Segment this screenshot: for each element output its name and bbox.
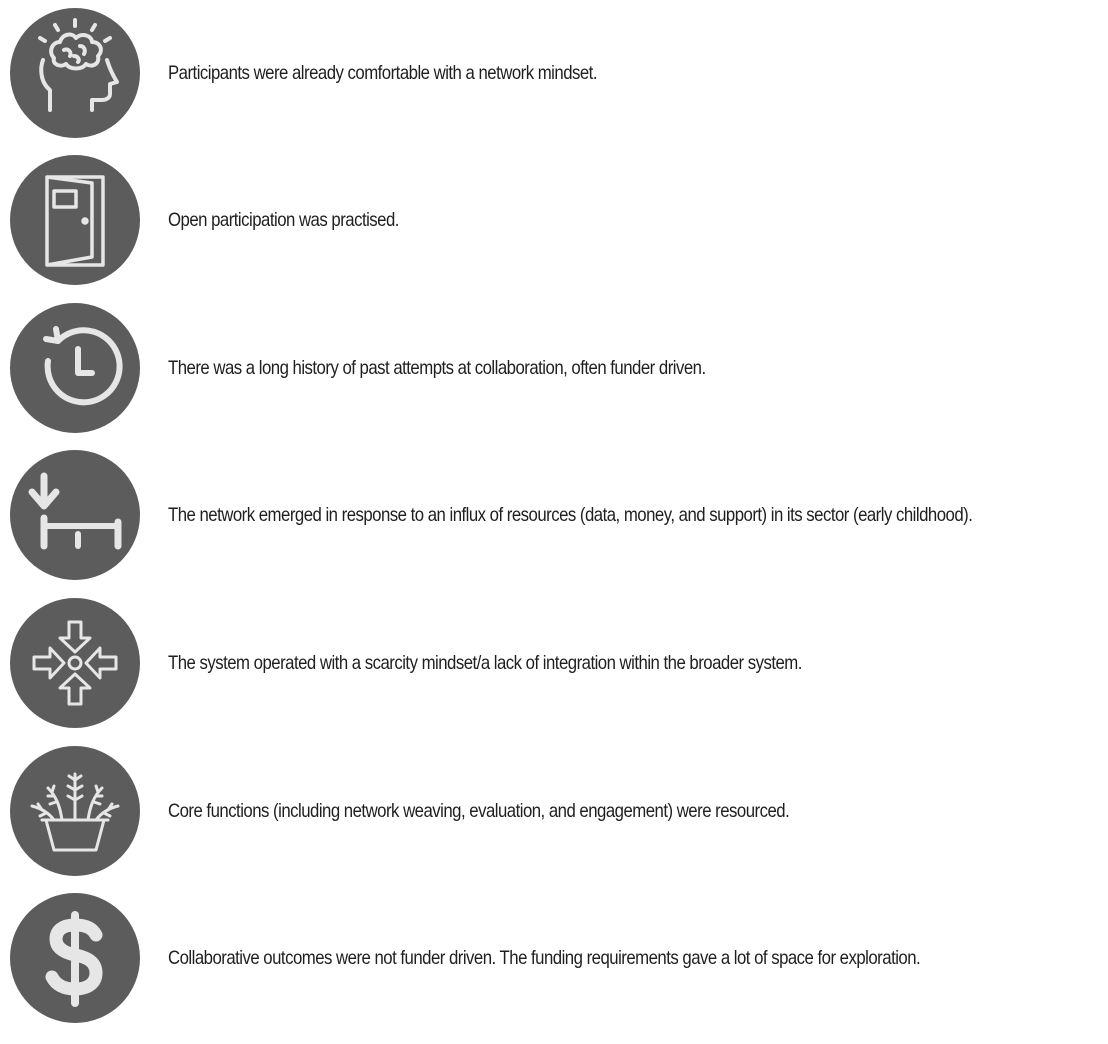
item-text: There was a long history of past attempts at collaboration, often funder driven. bbox=[168, 356, 706, 379]
item-text: Participants were already comfortable with a network mindset. bbox=[168, 61, 597, 84]
wheat-basket-icon bbox=[10, 746, 140, 876]
converging-arrows-icon bbox=[10, 598, 140, 728]
item-text: Core functions (including network weaving, evaluation, and engagement) were resourced. bbox=[168, 799, 790, 822]
list-item bbox=[0, 155, 1108, 285]
list-item bbox=[0, 598, 1108, 728]
item-text: Open participation was practised. bbox=[168, 208, 399, 231]
head-brain-icon bbox=[10, 8, 140, 138]
item-text: The system operated with a scarcity mindset/a lack of integration within the broader system. bbox=[168, 651, 802, 674]
influx-arrow-icon bbox=[10, 450, 140, 580]
list-item bbox=[0, 450, 1108, 580]
item-text: Collaborative outcomes were not funder driven. The funding requirements gave a lot of space for exploration. bbox=[168, 946, 921, 969]
list-item bbox=[0, 8, 1108, 138]
item-text: The network emerged in response to an influx of resources (data, money, and support) in its sector (early childhood). bbox=[168, 503, 973, 526]
dollar-sign-icon bbox=[10, 893, 140, 1023]
list-item bbox=[0, 746, 1108, 876]
list-item bbox=[0, 303, 1108, 433]
open-door-icon bbox=[10, 155, 140, 285]
history-clock-icon bbox=[10, 303, 140, 433]
list-item bbox=[0, 893, 1108, 1023]
